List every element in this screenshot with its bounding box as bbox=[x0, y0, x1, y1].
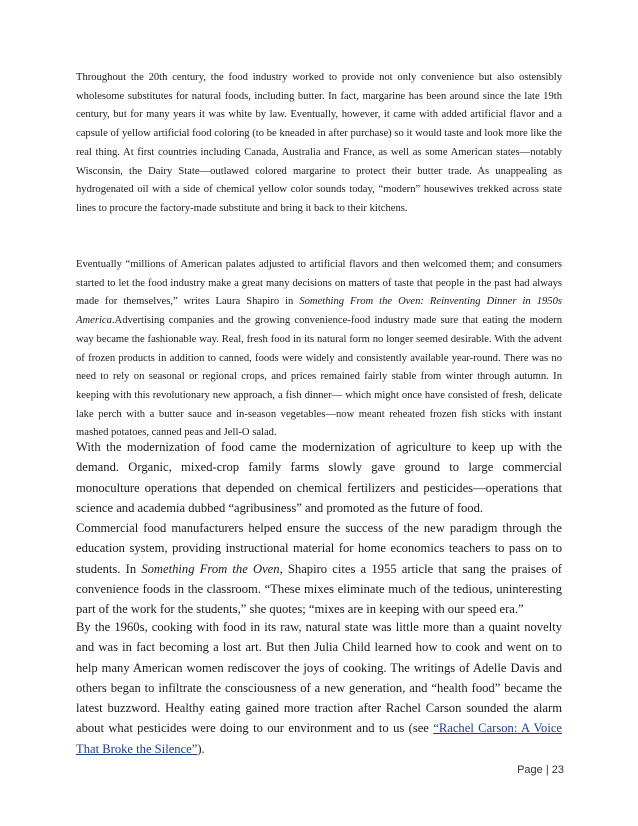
paragraph-artificial-flavors bbox=[76, 256, 562, 443]
paragraph-text: Eventually “millions of American palates adjusted to artificial flavors and then welcomed them; and consumers started to let the food industry make a great many decisions on matters of taste that people in the past had always made for themselves,” writes Laura Shapiro in bbox=[76, 259, 562, 308]
paragraph-text: ). bbox=[197, 741, 205, 756]
paragraph-margarine: Throughout the 20th century, the food industry worked to provide not only convenience but also ostensibly wholesome substitutes for natural foods, including butter. In fact, margarine has been around since the late 19th century, but for many years it was white by law. Eventually, however, it came with added artificial flavor and a capsule of yellow artificial food coloring (to be kneaded in after purchase) so it would taste and look more like the real thing. At first countries including Canada, Australia and France, as well as some American states—notably Wisconsin, the Dairy State—outlawed colored margarine to protect their butter trade. As unappealing as hydrogenated oil with a side of chemical yellow color sounds today, “modern” housewives trekked across state lines to procure the factory-made substitute and bring it back to their kitchens. bbox=[76, 72, 562, 214]
paragraph-text: By the 1960s, cooking with food in its raw, natural state was little more than a quaint novelty and was in fact becoming a lost art. But then Julia Child learned how to cook and went on to help many American women rediscover the joys of cooking. The writings of Adelle Davis and others began to infiltrate the consciousness of a new generation, and “health food” became the latest buzzword. Healthy eating gained more traction after Rachel Carson sounded the alarm about what pesticides were doing to our environment and to us (see bbox=[76, 620, 562, 736]
paragraph-1960s-cooking bbox=[76, 617, 562, 759]
book-title: Something From the Oven: Reinventing Dinner in 1950s America bbox=[76, 296, 562, 327]
rachel-carson-link[interactable]: “Rachel Carson: A Voice That Broke the Silence” bbox=[76, 721, 562, 756]
paragraph-text: Commercial food manufacturers helped ensure the success of the new paradigm through the education system, providing instructional material for home economics teachers to pass on to students. In bbox=[76, 521, 562, 576]
paragraph-text: .Advertising companies and the growing convenience-food industry made sure that eating the modern way became the fashionable way. Real, fresh food in its natural form no longer seemed desirable. With the advent of frozen products in addition to canned, foods were widely and consistently available year-round. There was no need to rely on seasonal or regional crops, and prices remained fairly stable from winter through autumn. In keeping with this revolutionary new approach, a fish dinner— which might once have consisted of fresh, delicate lake perch with a butter sauce and in-season vegetables—now meant reheated frozen fish sticks with instant mashed potatoes, canned peas and Jell-O salad. bbox=[76, 315, 562, 439]
page-number: Page | 23 bbox=[517, 764, 564, 776]
paragraph-agribusiness: With the modernization of food came the modernization of agriculture to keep up with the demand. Organic, mixed-crop family farms slowly gave ground to large commercial monoculture operations that depended on chemical fertilizers and pesticides—operations that science and academia dubbed “agribusiness” and promoted as the future of food. bbox=[76, 440, 562, 515]
paragraph-text: , Shapiro cites a 1955 article that sang the praises of convenience foods in the classroom. “These mixes eliminate much of the tedious, uninteresting part of the work for the students,” she quotes; “mixes are in keeping with our speed era.” bbox=[76, 561, 562, 617]
paragraph-education-system bbox=[76, 518, 562, 619]
book-title: Something From the Oven bbox=[141, 561, 280, 576]
